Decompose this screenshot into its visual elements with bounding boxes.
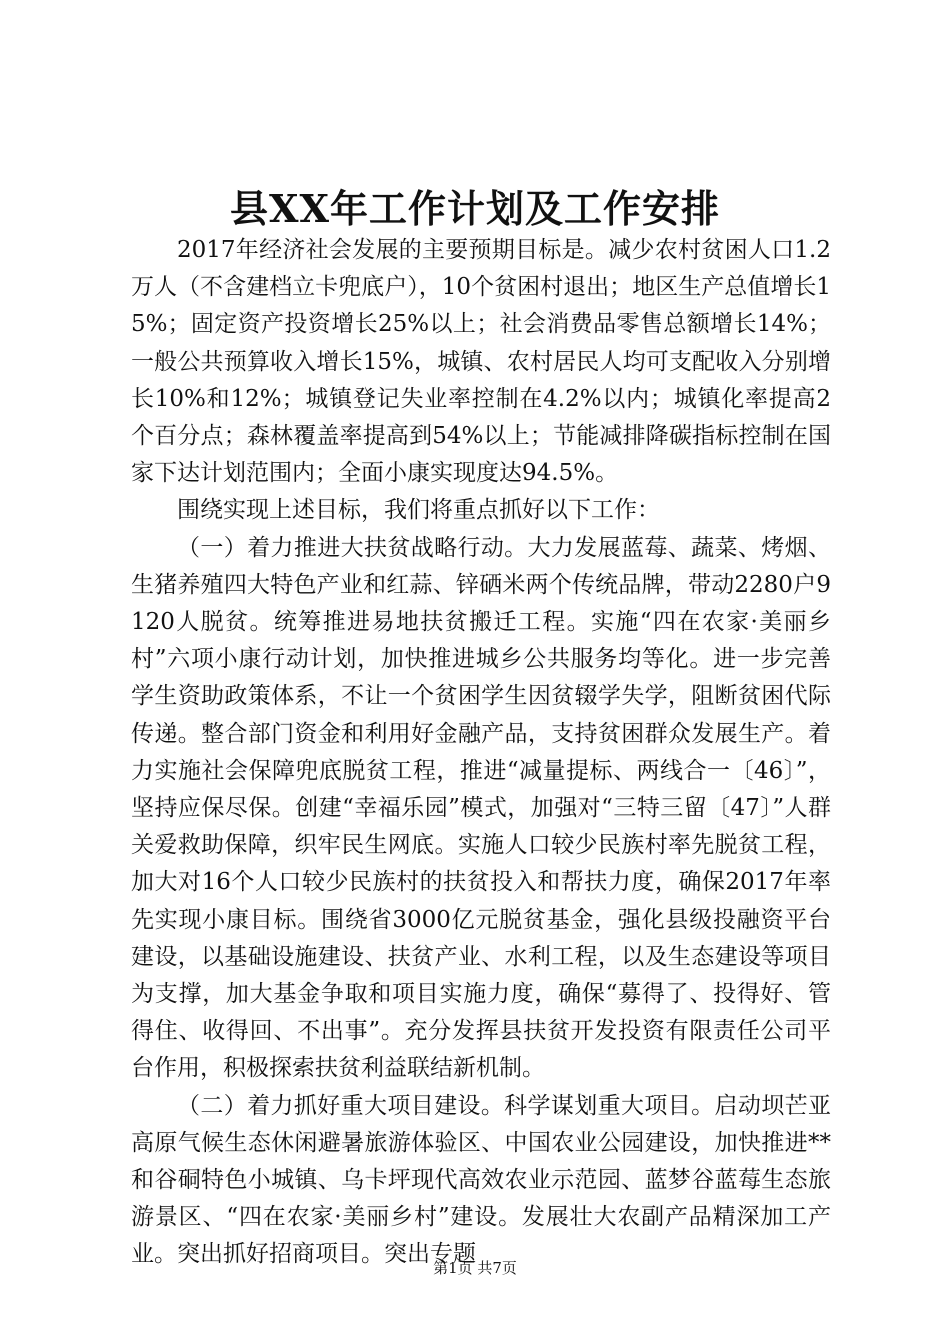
paragraph-intro: 围绕实现上述目标，我们将重点抓好以下工作：	[177, 497, 660, 524]
paragraph-section-1: （一）着力推进大扶贫战略行动。大力发展蓝莓、蔬菜、烤烟、生猪养殖四大特色产业和红蒜、锌硒米两个传统品牌，带动2280户9120人脱贫。统筹推进易地扶贫搬迁工程。实施“四在农家·美丽乡村”六项小康行动计划，加快推进城乡公共服务均等化。进一步完善学生资助政策体系，不让一个贫困学生因贫辍学失学，阻断贫困代际传递。整合部门资金和利用好金融产品，支持贫困群众发展生产。着力实施社会保障兜底脱贫工程，推进“减量提标、两线合一〔46〕”，坚持应保尽保。创建“幸福乐园”模式，加强对“三特三留〔47〕”人群关爱救助保障，织牢民生网底。实施人口较少民族村率先脱贫工程，加大对16个人口较少民族村的扶贫投入和帮扶力度，确保2017年率先实现小康目标。围绕省3000亿元脱贫基金，强化县级投融资平台建设，以基础设施建设、扶贫产业、水利工程，以及生态建设等项目为支撑，加大基金争取和项目实施力度，确保“募得了、投得好、管得住、收得回、不出事”。充分发挥县扶贫开发投资有限责任公司平台作用，积极探索扶贫利益联结新机制。	[131, 534, 831, 1082]
document-body	[131, 232, 831, 1274]
page-number-footer: 第1页 共7页	[433, 1259, 517, 1277]
paragraph-section-2: （二）着力抓好重大项目建设。科学谋划重大项目。启动坝芒亚高原气候生态休闲避暑旅游体验区、中国农业公园建设，加快推进**和谷硐特色小城镇、乌卡坪现代高效农业示范园、蓝梦谷蓝莓生态旅游景区、“四在农家·美丽乡村”建设。发展壮大农副产品精深加工产业。突出抓好招商项目。突出专题	[131, 1092, 831, 1268]
paragraph-targets: 2017年经济社会发展的主要预期目标是。减少农村贫困人口1.2万人（不含建档立卡兜底户），10个贫困村退出；地区生产总值增长15%；固定资产投资增长25%以上；社会消费品零售总额增长14%；一般公共预算收入增长15%，城镇、农村居民人均可支配收入分别增长10%和12%；城镇登记失业率控制在4.2%以内；城镇化率提高2个百分点；森林覆盖率提高到54%以上；节能减排降碳指标控制在国家下达计划范围内；全面小康实现度达94.5%。	[131, 237, 831, 487]
document-title: 县XX年工作计划及工作安排	[230, 186, 720, 231]
